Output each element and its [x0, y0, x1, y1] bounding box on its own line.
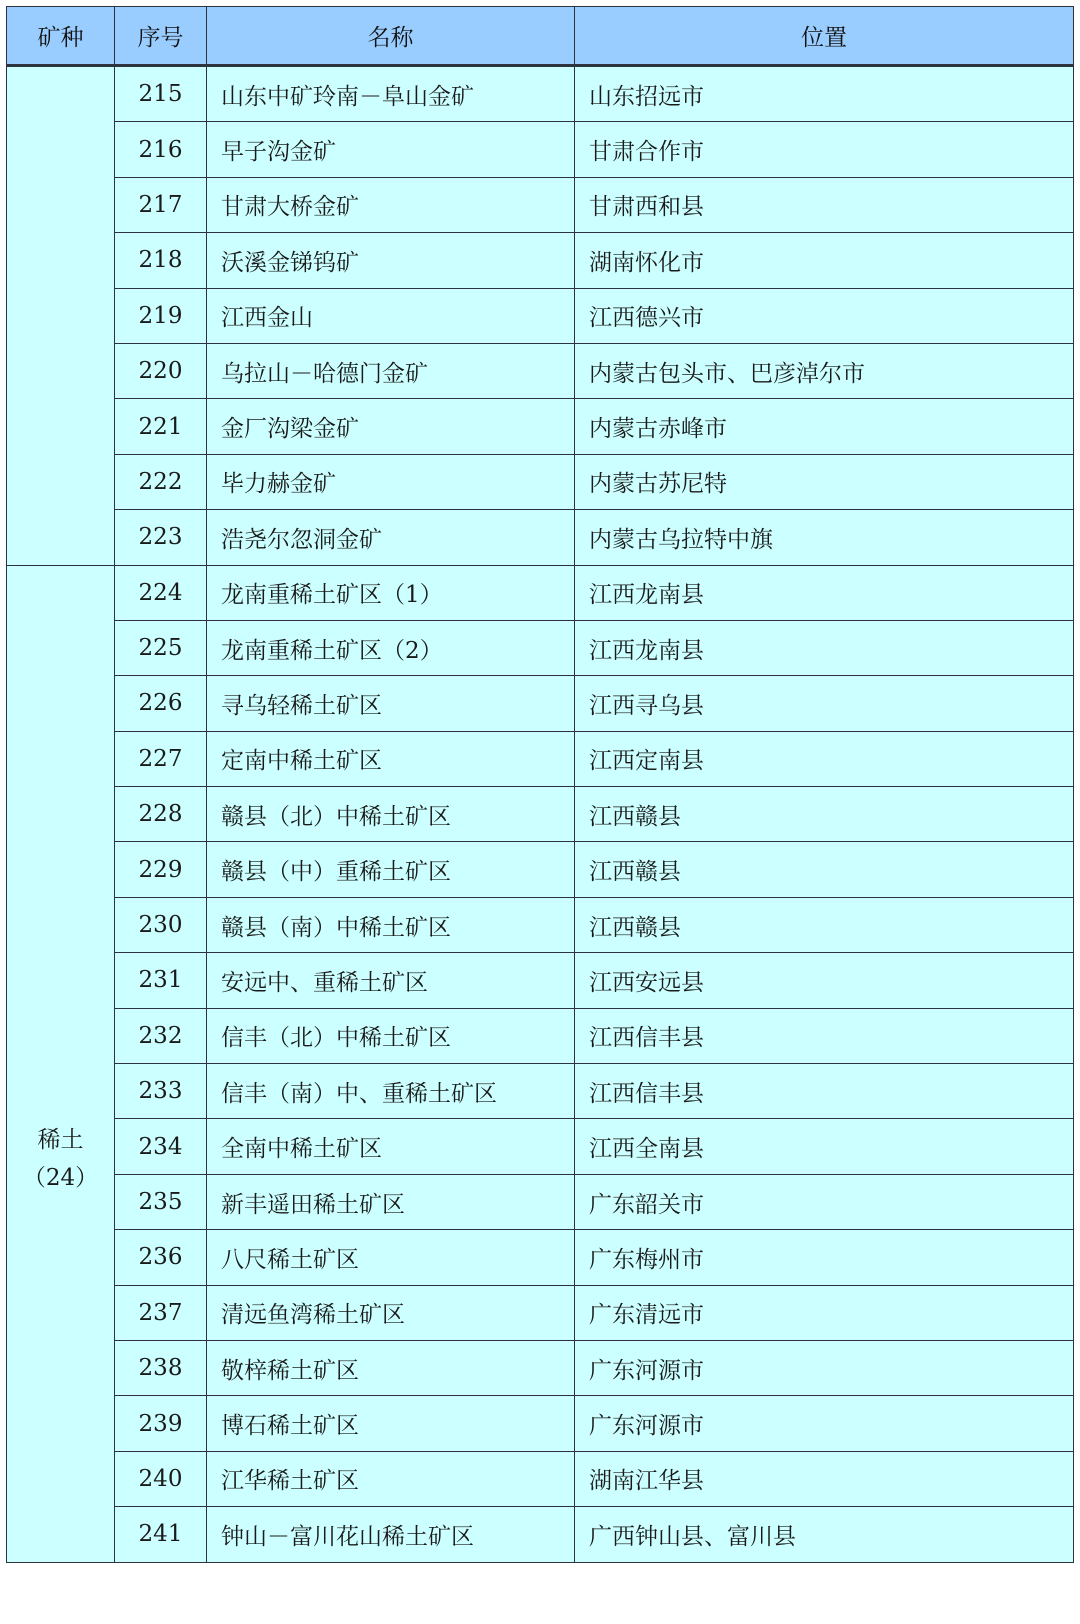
mine-name-cell: 江西金山	[207, 288, 575, 343]
mineral-type-cell	[7, 66, 115, 566]
location-cell: 甘肃西和县	[575, 177, 1074, 232]
location-cell: 广东韶关市	[575, 1174, 1074, 1229]
location-cell: 江西龙南县	[575, 565, 1074, 620]
mine-name-cell: 甘肃大桥金矿	[207, 177, 575, 232]
mine-name-cell: 八尺稀土矿区	[207, 1230, 575, 1285]
location-cell: 内蒙古赤峰市	[575, 399, 1074, 454]
table-row	[7, 177, 1074, 232]
mineral-type-label-line: （24）	[22, 1164, 99, 1191]
location-cell: 广东梅州市	[575, 1230, 1074, 1285]
mine-name-cell: 信丰（北）中稀土矿区	[207, 1008, 575, 1063]
table-row	[7, 731, 1074, 786]
mine-name-cell: 江华稀土矿区	[207, 1451, 575, 1506]
table-body	[7, 66, 1074, 1563]
serial-number-cell: 224	[115, 565, 207, 620]
serial-number-cell: 218	[115, 233, 207, 288]
mine-name-cell: 金厂沟梁金矿	[207, 399, 575, 454]
mine-name-cell: 山东中矿玲南－阜山金矿	[207, 66, 575, 122]
location-cell: 湖南江华县	[575, 1451, 1074, 1506]
location-cell: 江西安远县	[575, 953, 1074, 1008]
location-cell: 江西定南县	[575, 731, 1074, 786]
serial-number-cell: 229	[115, 842, 207, 897]
serial-number-cell: 240	[115, 1451, 207, 1506]
mine-list-table	[6, 6, 1074, 1563]
location-cell: 江西信丰县	[575, 1064, 1074, 1119]
table-row	[7, 1285, 1074, 1340]
mine-name-cell: 新丰遥田稀土矿区	[207, 1174, 575, 1229]
location-cell: 广东河源市	[575, 1340, 1074, 1395]
location-cell: 甘肃合作市	[575, 122, 1074, 177]
table-row	[7, 676, 1074, 731]
table-header	[7, 7, 1074, 66]
table-row	[7, 122, 1074, 177]
serial-number-cell: 237	[115, 1285, 207, 1340]
table-row	[7, 953, 1074, 1008]
location-cell: 江西全南县	[575, 1119, 1074, 1174]
mine-name-cell: 赣县（中）重稀土矿区	[207, 842, 575, 897]
table-row	[7, 1451, 1074, 1506]
table-row	[7, 66, 1074, 122]
table-row	[7, 1064, 1074, 1119]
table-row	[7, 1396, 1074, 1451]
mine-name-cell: 早子沟金矿	[207, 122, 575, 177]
table-row	[7, 1174, 1074, 1229]
header-location: 位置	[575, 7, 1074, 66]
serial-number-cell: 215	[115, 66, 207, 122]
table-row	[7, 1119, 1074, 1174]
table-row	[7, 1507, 1074, 1562]
serial-number-cell: 220	[115, 343, 207, 398]
serial-number-cell: 217	[115, 177, 207, 232]
serial-number-cell: 222	[115, 454, 207, 509]
mine-name-cell: 龙南重稀土矿区（1）	[207, 565, 575, 620]
serial-number-cell: 221	[115, 399, 207, 454]
location-cell: 内蒙古包头市、巴彦淖尔市	[575, 343, 1074, 398]
mine-name-cell: 钟山－富川花山稀土矿区	[207, 1507, 575, 1562]
serial-number-cell: 239	[115, 1396, 207, 1451]
table-row	[7, 510, 1074, 565]
location-cell: 广东清远市	[575, 1285, 1074, 1340]
header-name: 名称	[207, 7, 575, 66]
serial-number-cell: 223	[115, 510, 207, 565]
serial-number-cell: 232	[115, 1008, 207, 1063]
serial-number-cell: 227	[115, 731, 207, 786]
serial-number-cell: 231	[115, 953, 207, 1008]
mine-name-cell: 乌拉山－哈德门金矿	[207, 343, 575, 398]
serial-number-cell: 225	[115, 620, 207, 675]
location-cell: 内蒙古乌拉特中旗	[575, 510, 1074, 565]
location-cell: 江西龙南县	[575, 620, 1074, 675]
location-cell: 广西钟山县、富川县	[575, 1507, 1074, 1562]
serial-number-cell: 236	[115, 1230, 207, 1285]
serial-number-cell: 235	[115, 1174, 207, 1229]
table-row	[7, 787, 1074, 842]
serial-number-cell: 241	[115, 1507, 207, 1562]
mine-name-cell: 清远鱼湾稀土矿区	[207, 1285, 575, 1340]
mine-name-cell: 博石稀土矿区	[207, 1396, 575, 1451]
location-cell: 江西寻乌县	[575, 676, 1074, 731]
serial-number-cell: 230	[115, 897, 207, 952]
mineral-type-label	[7, 1121, 114, 1562]
location-cell: 广东河源市	[575, 1396, 1074, 1451]
serial-number-cell: 234	[115, 1119, 207, 1174]
table-row	[7, 897, 1074, 952]
mine-name-cell: 定南中稀土矿区	[207, 731, 575, 786]
header-serial-number: 序号	[115, 7, 207, 66]
location-cell: 江西赣县	[575, 842, 1074, 897]
table-row	[7, 399, 1074, 454]
mine-name-cell: 信丰（南）中、重稀土矿区	[207, 1064, 575, 1119]
location-cell: 江西德兴市	[575, 288, 1074, 343]
serial-number-cell: 233	[115, 1064, 207, 1119]
location-cell: 湖南怀化市	[575, 233, 1074, 288]
table-row	[7, 233, 1074, 288]
serial-number-cell: 226	[115, 676, 207, 731]
table-row	[7, 454, 1074, 509]
mine-name-cell: 赣县（北）中稀土矿区	[207, 787, 575, 842]
serial-number-cell: 219	[115, 288, 207, 343]
mine-name-cell: 毕力赫金矿	[207, 454, 575, 509]
mine-name-cell: 全南中稀土矿区	[207, 1119, 575, 1174]
table-row	[7, 620, 1074, 675]
location-cell: 江西赣县	[575, 897, 1074, 952]
serial-number-cell: 238	[115, 1340, 207, 1395]
mineral-type-label-line: 稀土	[37, 1126, 84, 1153]
table-row	[7, 1008, 1074, 1063]
table-row	[7, 565, 1074, 620]
location-cell: 山东招远市	[575, 66, 1074, 122]
table-row	[7, 288, 1074, 343]
mine-name-cell: 敬梓稀土矿区	[207, 1340, 575, 1395]
mineral-type-cell	[7, 565, 115, 1562]
mine-name-cell: 浩尧尔忽洞金矿	[207, 510, 575, 565]
mine-name-cell: 沃溪金锑钨矿	[207, 233, 575, 288]
header-mineral-type: 矿种	[7, 7, 115, 66]
table-row	[7, 1340, 1074, 1395]
location-cell: 内蒙古苏尼特	[575, 454, 1074, 509]
table-row	[7, 842, 1074, 897]
serial-number-cell: 216	[115, 122, 207, 177]
location-cell: 江西赣县	[575, 787, 1074, 842]
table-row	[7, 343, 1074, 398]
location-cell: 江西信丰县	[575, 1008, 1074, 1063]
mine-name-cell: 赣县（南）中稀土矿区	[207, 897, 575, 952]
mine-name-cell: 安远中、重稀土矿区	[207, 953, 575, 1008]
mine-name-cell: 寻乌轻稀土矿区	[207, 676, 575, 731]
table-row	[7, 1230, 1074, 1285]
mine-name-cell: 龙南重稀土矿区（2）	[207, 620, 575, 675]
serial-number-cell: 228	[115, 787, 207, 842]
header-row	[7, 7, 1074, 66]
